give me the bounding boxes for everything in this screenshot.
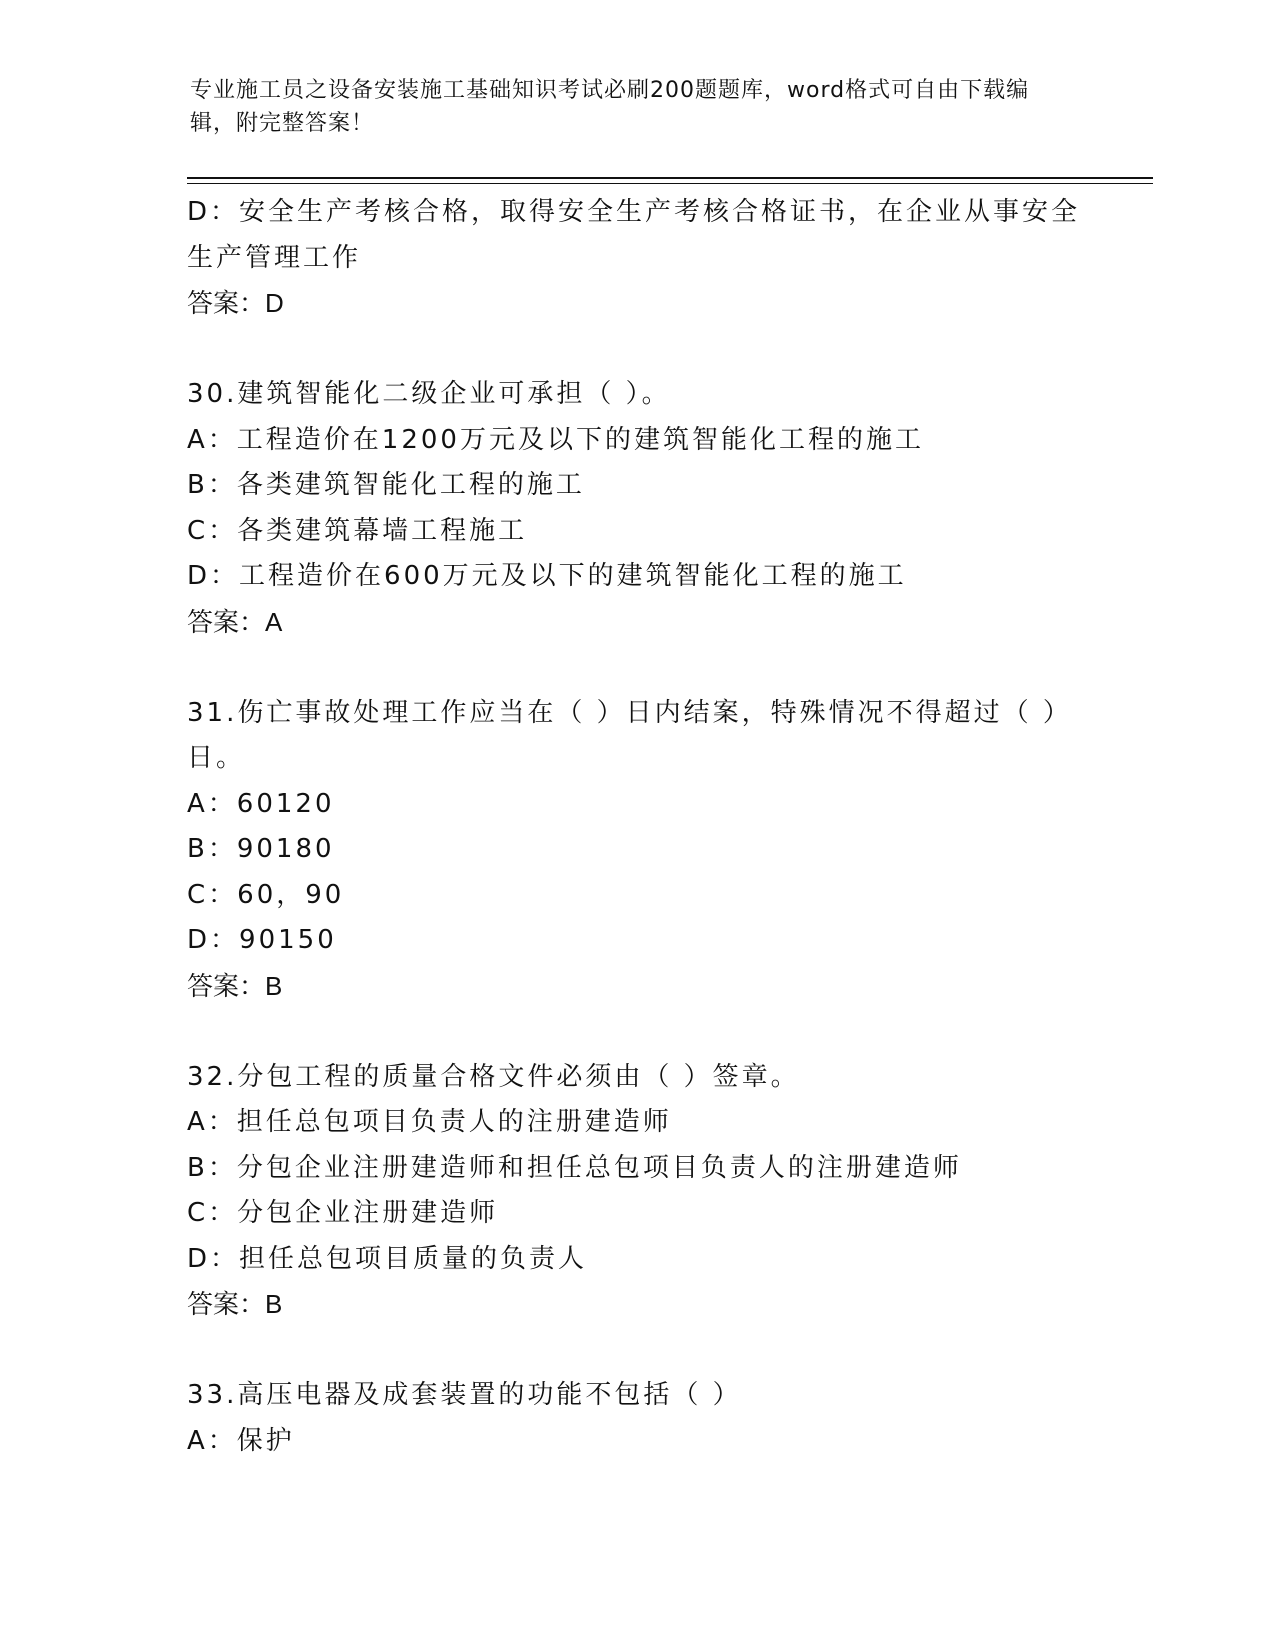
question-33 — [187, 1373, 1087, 1464]
option-b: B：90180 — [187, 834, 335, 864]
page-header: 专业施工员之设备安装施工基础知识考试必刷200题题库，word格式可自由下载编辑，附完整答案！ — [190, 78, 1030, 136]
document-body — [187, 190, 1087, 1464]
header-divider-thin — [187, 183, 1153, 184]
option-b: B：分包企业注册建造师和担任总包项目负责人的注册建造师 — [187, 1152, 962, 1183]
question-stem: 32.分包工程的质量合格文件必须由（ ）签章。 — [187, 1061, 800, 1092]
question-30 — [187, 372, 1087, 645]
spacer — [187, 1009, 1087, 1055]
spacer — [187, 1328, 1087, 1374]
option-a: A：60120 — [187, 788, 335, 819]
option-a: A：担任总包项目负责人的注册建造师 — [187, 1107, 672, 1137]
spacer — [187, 327, 1087, 373]
question-32 — [187, 1055, 1087, 1328]
option-b: B：各类建筑智能化工程的施工 — [187, 470, 585, 500]
prev-question-tail — [187, 190, 1087, 327]
option-a: A：工程造价在1200万元及以下的建筑智能化工程的施工 — [187, 424, 924, 455]
question-31 — [187, 691, 1087, 1010]
option-d: D：安全生产考核合格，取得安全生产考核合格证书，在企业从事安全生产管理工作 — [187, 197, 1081, 273]
answer: 答案：B — [187, 1289, 283, 1319]
question-stem: 33.高压电器及成套装置的功能不包括（ ） — [187, 1380, 742, 1410]
option-d: D：担任总包项目质量的负责人 — [187, 1243, 588, 1274]
question-stem: 30.建筑智能化二级企业可承担（ ）。 — [187, 379, 671, 409]
spacer — [187, 645, 1087, 691]
header-divider-thick — [187, 177, 1153, 179]
answer: 答案：D — [187, 288, 284, 318]
option-d: D：90150 — [187, 925, 337, 955]
option-a: A：保护 — [187, 1425, 295, 1456]
option-c: C：60，90 — [187, 879, 345, 910]
option-c: C：分包企业注册建造师 — [187, 1198, 499, 1228]
answer: 答案：B — [187, 970, 283, 1001]
option-c: C：各类建筑幕墙工程施工 — [187, 515, 528, 546]
question-stem: 31.伤亡事故处理工作应当在（ ）日内结案，特殊情况不得超过（ ）日。 — [187, 697, 1072, 773]
answer: 答案：A — [187, 606, 283, 637]
option-d: D：工程造价在600万元及以下的建筑智能化工程的施工 — [187, 561, 907, 591]
